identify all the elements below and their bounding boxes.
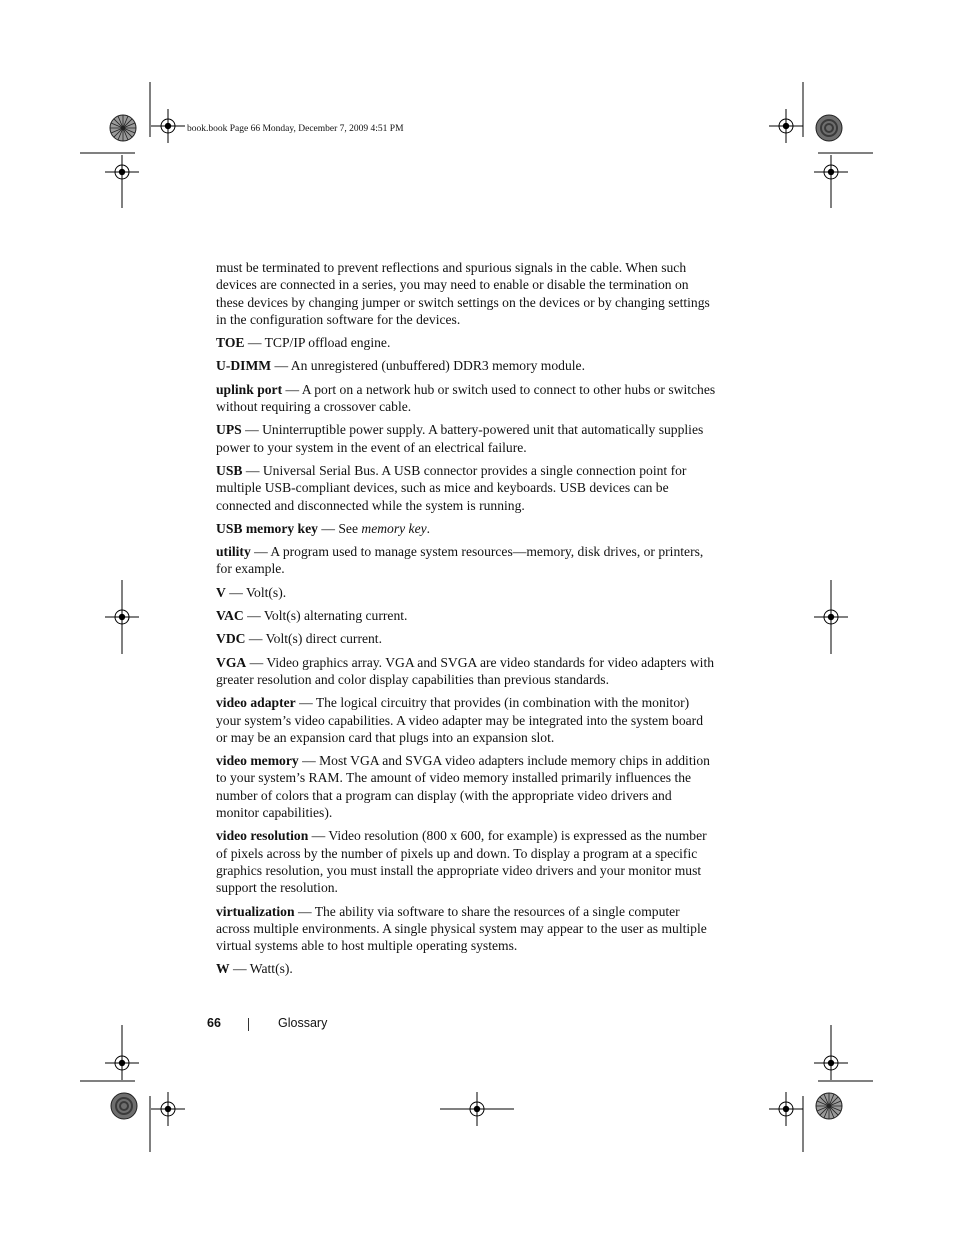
- glossary-term: uplink port: [216, 381, 283, 397]
- glossary-entry: [216, 584, 716, 601]
- glossary-entry: [216, 259, 716, 328]
- glossary-entry: [216, 421, 716, 456]
- glossary-term: UPS: [216, 422, 242, 438]
- glossary-definition: — Video resolution (800 x 600, for example) is expressed as the number of pixels across by the number of pixels up and down. To display a program at a specific graphics resolution, you must install the appropriate video drivers and your monitor must support the resolution.: [216, 828, 707, 896]
- glossary-term: U-DIMM: [216, 358, 272, 374]
- glossary-entry: [216, 334, 716, 351]
- glossary-definition: must be terminated to prevent reflections and spurious signals in the cable. When such devices are connected in a series, you may need to enable or disable the termination on these devices by changing jumper or switch settings on the devices or by changing settings in the configuration software for the devices.: [216, 260, 710, 327]
- glossary-entry: [216, 357, 716, 374]
- glossary-definition: — The ability via software to share the resources of a single computer across multiple environments. A single physical system may appear to the user as multiple virtual systems able to host multiple operating systems.: [216, 903, 707, 954]
- glossary-definition: — See: [317, 520, 362, 536]
- glossary-definition: — Watt(s).: [229, 961, 293, 977]
- glossary-definition: — Volt(s) alternating current.: [243, 608, 408, 624]
- glossary-term: TOE: [216, 335, 245, 351]
- footer-separator: [248, 1018, 249, 1031]
- glossary-entry: [216, 752, 716, 821]
- glossary-term: video memory: [216, 753, 299, 769]
- glossary-term: USB: [216, 462, 243, 478]
- glossary-entry: [216, 630, 716, 647]
- glossary-entry: [216, 520, 716, 537]
- glossary-term: virtualization: [216, 903, 295, 919]
- glossary-body: [216, 259, 716, 984]
- glossary-definition: — Volt(s).: [225, 584, 287, 600]
- glossary-entry: [216, 543, 716, 578]
- print-header: book.book Page 66 Monday, December 7, 2009 4:51 PM: [187, 124, 404, 134]
- glossary-definition: — An unregistered (unbuffered) DDR3 memory module.: [271, 358, 585, 374]
- glossary-entry: [216, 903, 716, 955]
- glossary-term: VDC: [216, 631, 246, 647]
- cross-reference: memory key: [361, 520, 427, 536]
- glossary-definition: — A port on a network hub or switch used to connect to other hubs or switches without requiring a crossover cable.: [216, 381, 716, 415]
- glossary-definition: — Universal Serial Bus. A USB connector provides a single connection point for multiple USB-compliant devices, such as mice and keyboards. USB devices can be connected and disconnected while the system is running.: [216, 462, 687, 513]
- glossary-definition: — The logical circuitry that provides (in combination with the monitor) your system’s video capabilities. A video adapter may be integrated into the system board or may be an expansion card that plugs into an expansion slot.: [216, 695, 703, 745]
- glossary-term: utility: [216, 544, 251, 560]
- glossary-term: W: [216, 961, 230, 977]
- glossary-definition: — TCP/IP offload engine.: [244, 335, 391, 351]
- glossary-definition: — Volt(s) direct current.: [245, 631, 382, 647]
- glossary-entry: [216, 827, 716, 896]
- glossary-definition: — Most VGA and SVGA video adapters include memory chips in addition to your system’s RAM. The amount of video memory installed primarily influences the number of colors that a program can display (with the appropriate video drivers and monitor capabilities).: [216, 753, 710, 821]
- glossary-definition: — Video graphics array. VGA and SVGA are video standards for video adapters with greater resolution and color display capabilities than previous standards.: [216, 654, 715, 687]
- glossary-term: VGA: [216, 654, 247, 670]
- glossary-definition: — Uninterruptible power supply. A battery-powered unit that automatically supplies power to your system in the event of an electrical failure.: [216, 422, 704, 455]
- glossary-definition: — A program used to manage system resources—memory, disk drives, or printers, for example.: [216, 544, 704, 577]
- glossary-entry: [216, 607, 716, 624]
- glossary-term: VAC: [216, 608, 244, 624]
- page-number: 66: [207, 1016, 221, 1030]
- glossary-term: video resolution: [216, 828, 309, 844]
- glossary-term: V: [216, 584, 226, 600]
- glossary-term: USB memory key: [216, 520, 318, 536]
- glossary-entry: [216, 960, 716, 977]
- glossary-term: video adapter: [216, 695, 296, 711]
- glossary-entry: [216, 381, 716, 416]
- section-title: Glossary: [278, 1016, 328, 1030]
- glossary-entry: [216, 694, 716, 746]
- glossary-entry: [216, 462, 716, 514]
- glossary-definition-end: .: [426, 520, 431, 536]
- glossary-entry: [216, 654, 716, 689]
